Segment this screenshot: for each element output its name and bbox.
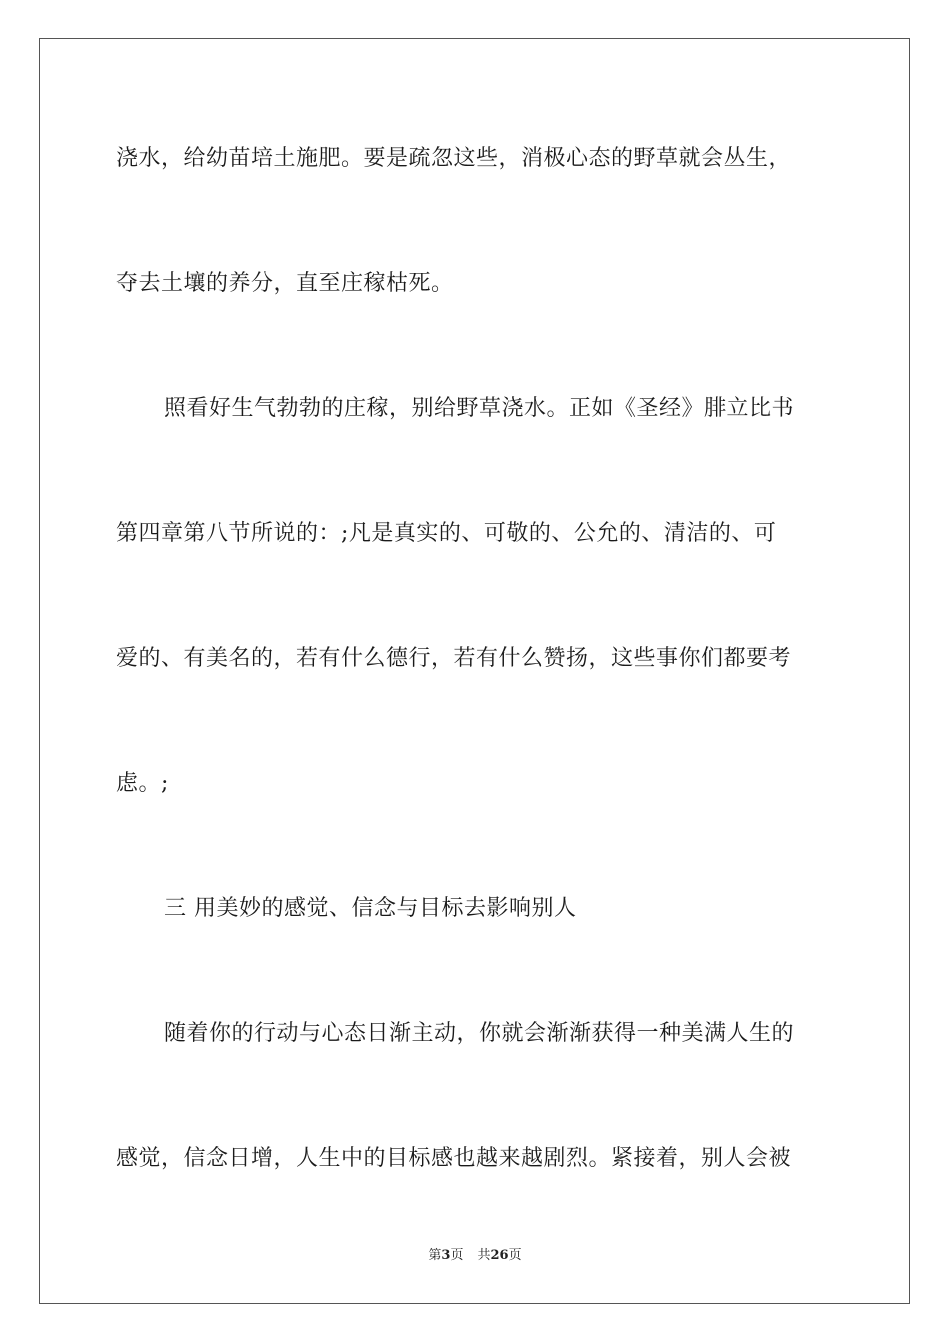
page-prefix: 第 bbox=[428, 1248, 442, 1263]
text-line: 第四章第八节所说的：;凡是真实的、可敬的、公允的、清洁的、可 bbox=[116, 521, 777, 546]
total-prefix: 共 bbox=[477, 1248, 491, 1263]
text-line: 感觉，信念日增，人生中的目标感也越来越剧烈。紧接着，别人会被 bbox=[116, 1146, 792, 1171]
total-pages: 26 bbox=[490, 1248, 509, 1263]
page-footer bbox=[0, 1247, 950, 1265]
page-number: 3 bbox=[441, 1248, 451, 1263]
text-line: 爱的、有美名的，若有什么德行，若有什么赞扬，这些事你们都要考 bbox=[116, 646, 792, 671]
text-line: 浇水，给幼苗培土施肥。要是疏忽这些，消极心态的野草就会丛生， bbox=[116, 146, 792, 171]
page-suffix: 页 bbox=[450, 1248, 464, 1263]
text-line: 夺去土壤的养分，直至庄稼枯死。 bbox=[116, 271, 454, 296]
total-suffix: 页 bbox=[508, 1248, 522, 1263]
paragraph-start-line: 照看好生气勃勃的庄稼，别给野草浇水。正如《圣经》腓立比书 bbox=[164, 396, 795, 421]
paragraph-start-line: 随着你的行动与心态日渐主动，你就会渐渐获得一种美满人生的 bbox=[164, 1021, 795, 1046]
section-heading: 三 用美妙的感觉、信念与目标去影响别人 bbox=[164, 896, 577, 921]
text-line: 虑。; bbox=[116, 771, 169, 796]
